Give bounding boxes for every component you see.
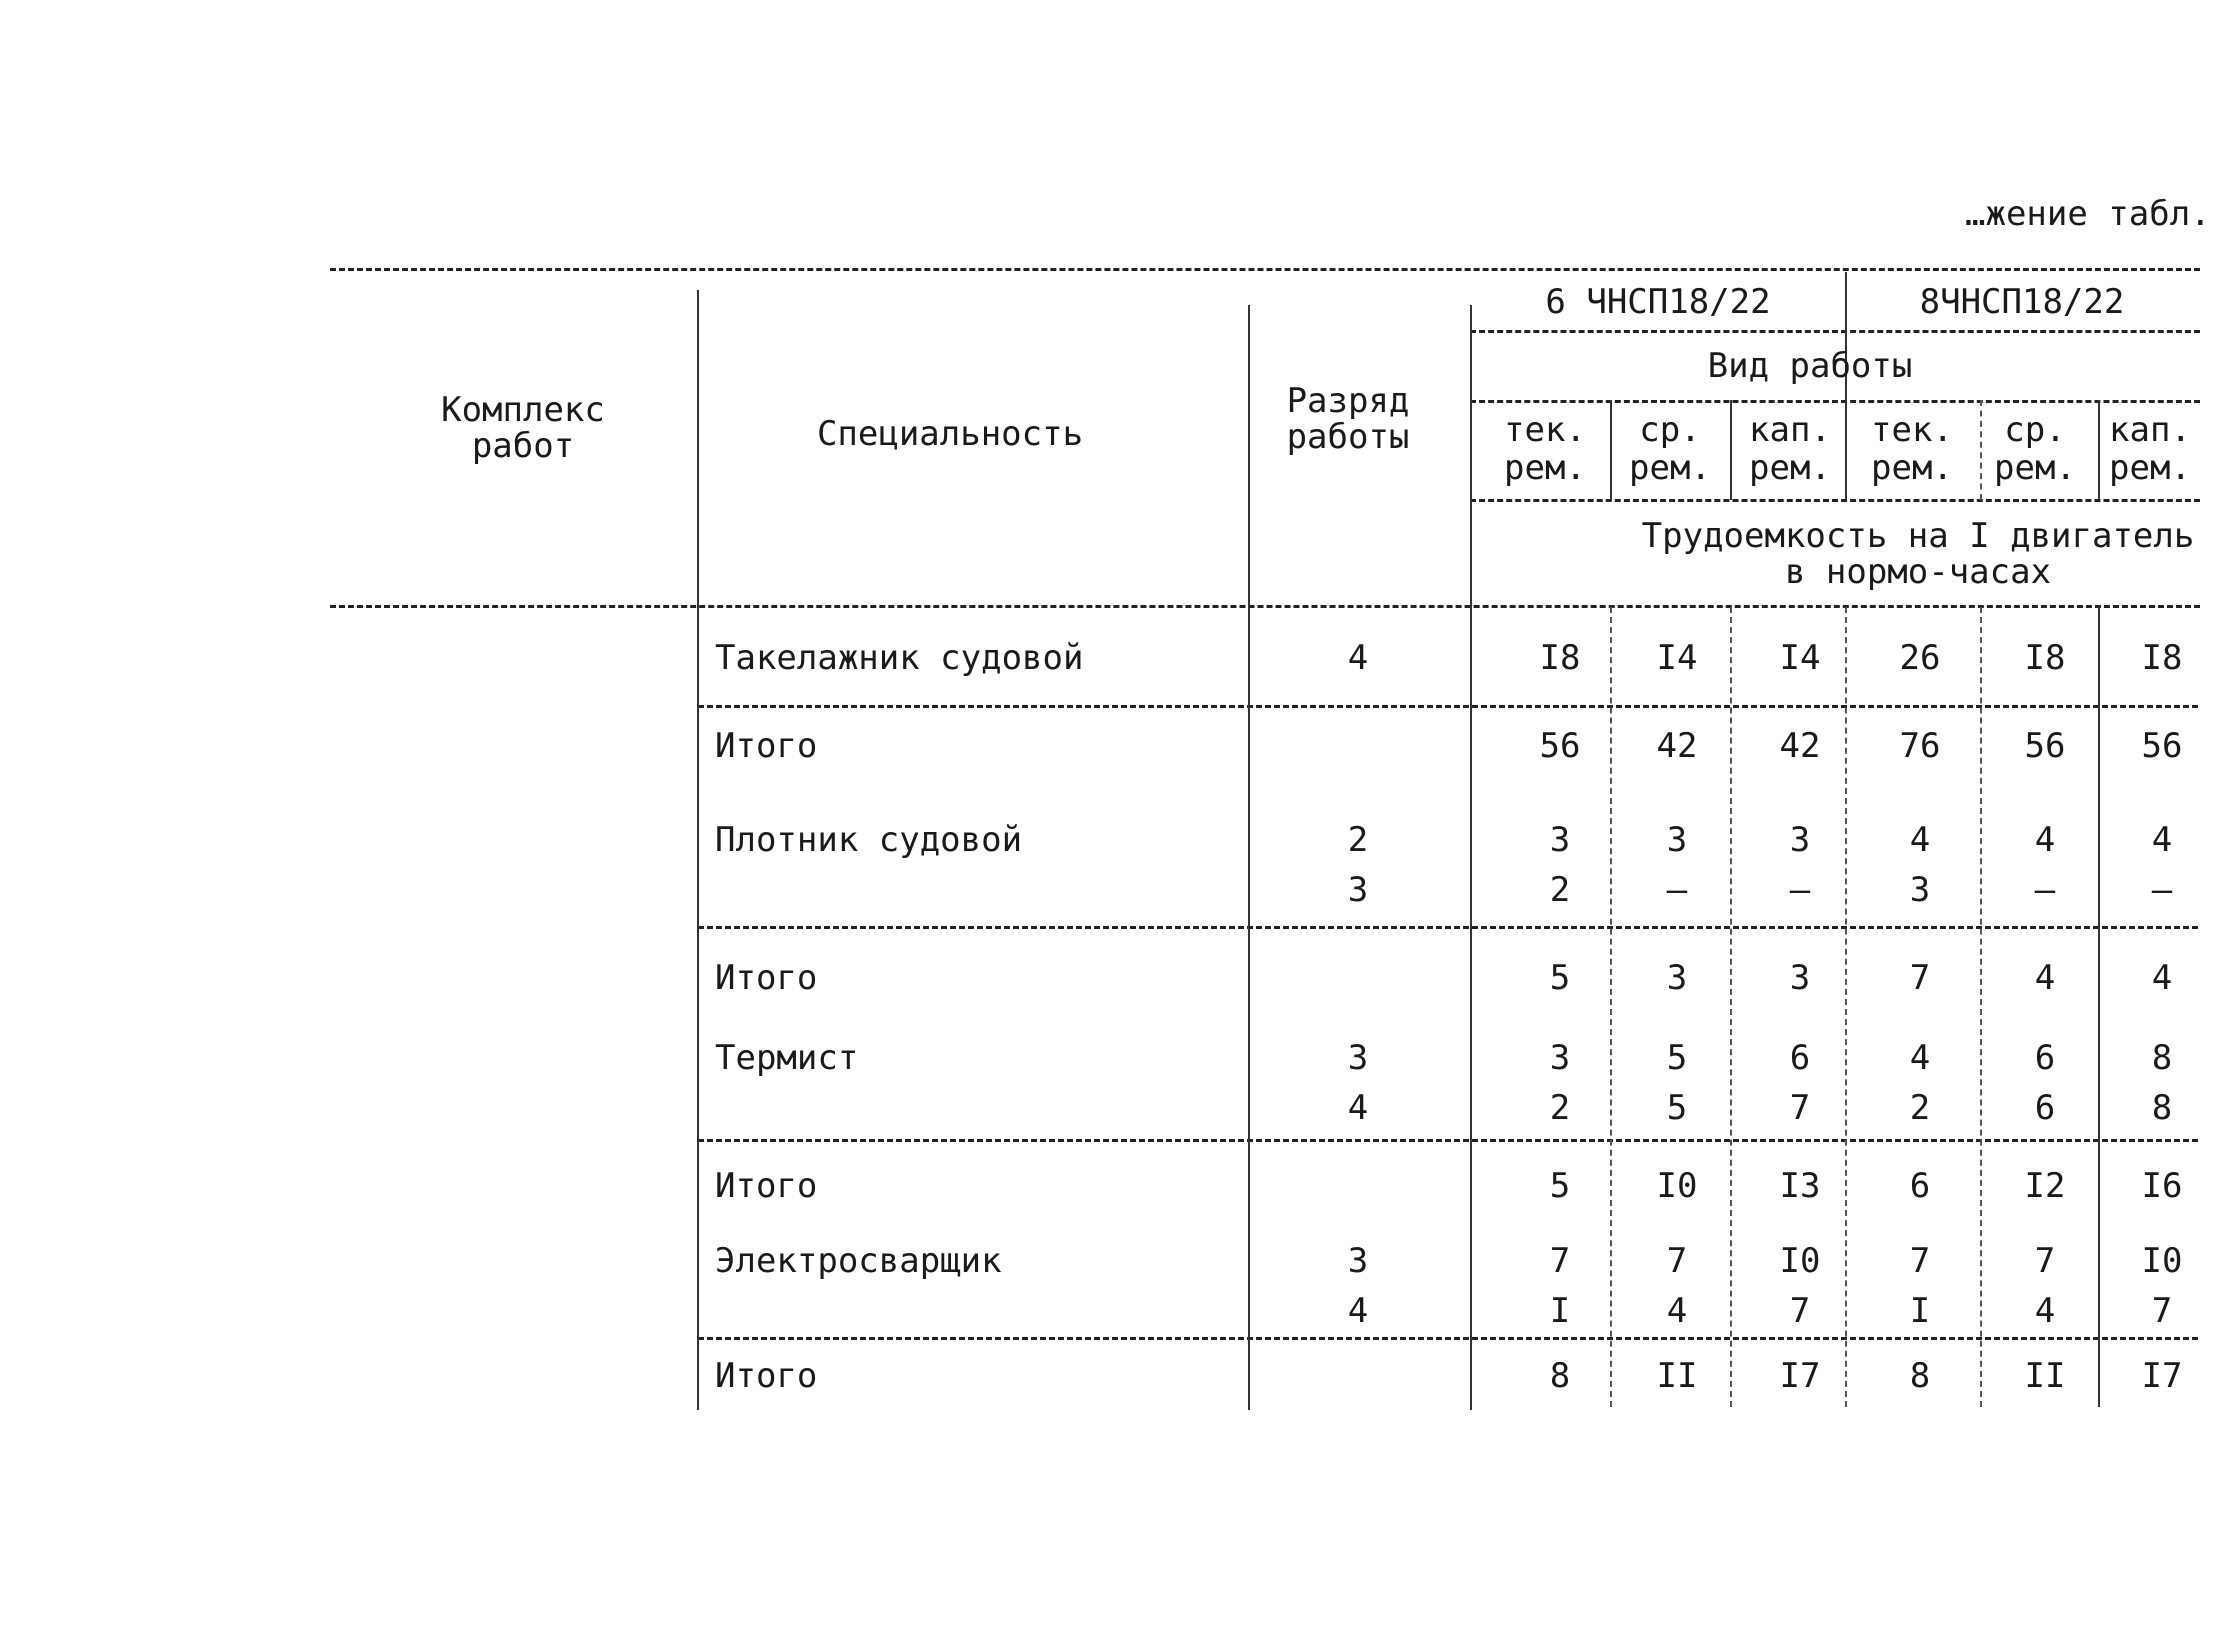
value-cell: I8 (2141, 638, 2183, 678)
subheader-e2-medium-1: ср. (2004, 410, 2066, 450)
col-rule-e1-3 (1730, 400, 1732, 500)
value-cell: 6 (2034, 1038, 2056, 1078)
value-cell: – (2151, 870, 2173, 910)
value-cell: 3 (1549, 1038, 1571, 1078)
header-engine-2: 8ЧНСП18/22 (1919, 282, 2125, 322)
subheader-e1-current-2: рем. (1504, 448, 1586, 488)
value-cell: 6 (1909, 1166, 1931, 1206)
subheader-e2-current-2: рем. (1871, 448, 1953, 488)
value-cell: 6 (1789, 1038, 1811, 1078)
value-cell: 4 (2151, 820, 2173, 860)
header-work-type: Вид работы (1707, 346, 1913, 386)
header-complex-line2: работ (471, 426, 575, 466)
value-cell: 5 (1666, 1088, 1688, 1128)
value-cell: 7 (1789, 1291, 1811, 1331)
col-rule-e2-3-body (2098, 607, 2100, 1407)
grade-cell: 2 (1347, 820, 1369, 860)
value-cell: 4 (2034, 958, 2056, 998)
table-caption: …жение табл. (1965, 194, 2211, 234)
value-cell: 4 (1909, 820, 1931, 860)
subheader-rule (1470, 499, 2200, 502)
subheader-e2-capital-1: кап. (2109, 410, 2191, 450)
grade-cell: 3 (1347, 1241, 1369, 1281)
row-rule-4 (698, 1337, 2198, 1340)
value-cell: II (1656, 1356, 1698, 1396)
value-cell: 4 (1666, 1291, 1688, 1331)
value-cell: 3 (1666, 958, 1688, 998)
value-cell: 3 (1909, 870, 1931, 910)
value-cell: II (2024, 1356, 2066, 1396)
subheader-e1-capital-2: рем. (1749, 448, 1831, 488)
value-cell: I4 (1656, 638, 1698, 678)
value-cell: 3 (1789, 958, 1811, 998)
value-cell: 3 (1549, 820, 1571, 860)
value-cell: 4 (2034, 820, 2056, 860)
speciality-cell: Плотник судовой (715, 820, 1023, 860)
value-cell: 42 (1656, 726, 1698, 766)
subheader-e1-medium-2: рем. (1629, 448, 1711, 488)
value-cell: I2 (2024, 1166, 2066, 1206)
value-cell: – (1666, 870, 1688, 910)
value-cell: 4 (2034, 1291, 2056, 1331)
value-cell: I (1909, 1291, 1931, 1331)
table-top-rule (330, 268, 2200, 271)
value-cell: I7 (1779, 1356, 1821, 1396)
value-cell: 7 (1909, 958, 1931, 998)
value-cell: 7 (1666, 1241, 1688, 1281)
speciality-cell: Такелажник судовой (715, 638, 1084, 678)
col-rule-grade (1248, 305, 1250, 1410)
value-cell: I3 (1779, 1166, 1821, 1206)
value-cell: I6 (2141, 1166, 2183, 1206)
value-cell: 5 (1666, 1038, 1688, 1078)
grade-cell: 4 (1347, 1088, 1369, 1128)
value-cell: 4 (1909, 1038, 1931, 1078)
value-cell: 6 (2034, 1088, 2056, 1128)
value-cell: I0 (1779, 1241, 1821, 1281)
value-cell: I7 (2141, 1356, 2183, 1396)
total-label: Итого (715, 958, 818, 998)
total-label: Итого (715, 1356, 818, 1396)
value-cell: 8 (1909, 1356, 1931, 1396)
row-rule-1 (698, 705, 2198, 708)
value-cell: I (1549, 1291, 1571, 1331)
subheader-e2-medium-2: рем. (1994, 448, 2076, 488)
value-cell: 8 (2151, 1038, 2173, 1078)
value-cell: 3 (1666, 820, 1688, 860)
value-cell: 56 (2141, 726, 2183, 766)
col-rule-e1-3-body (1730, 607, 1732, 1407)
grade-cell: 3 (1347, 870, 1369, 910)
value-cell: 5 (1549, 958, 1571, 998)
subheader-e2-current-1: тек. (1871, 410, 1953, 450)
col-rule-e2-3 (2098, 400, 2100, 500)
engine-group-rule (1470, 330, 2200, 333)
value-cell: 42 (1779, 726, 1821, 766)
value-cell: 8 (2151, 1088, 2173, 1128)
col-rule-e2-2 (1980, 400, 1982, 500)
value-cell: 7 (1789, 1088, 1811, 1128)
header-bottom-rule (330, 605, 2200, 608)
header-grade-line2: работы (1286, 417, 1410, 457)
subheader-e2-capital-2: рем. (2109, 448, 2191, 488)
grade-cell: 4 (1347, 1291, 1369, 1331)
col-rule-e2-2-body (1980, 607, 1982, 1407)
value-cell: 2 (1549, 870, 1571, 910)
subheader-e1-current-1: тек. (1504, 410, 1586, 450)
header-engine-1: 6 ЧНСП18/22 (1545, 282, 1771, 322)
header-speciality: Специальность (816, 414, 1084, 454)
work-type-rule (1470, 400, 2200, 403)
header-complex-line1: Комплекс (441, 390, 605, 430)
value-cell: – (2034, 870, 2056, 910)
value-cell: 3 (1789, 820, 1811, 860)
col-rule-e1-2-body (1610, 607, 1612, 1407)
subheader-e1-medium-1: ср. (1639, 410, 1701, 450)
value-cell: 8 (1549, 1356, 1571, 1396)
value-cell: I8 (2024, 638, 2066, 678)
subheader-e1-capital-1: кап. (1749, 410, 1831, 450)
value-cell: 76 (1899, 726, 1941, 766)
value-cell: – (1789, 870, 1811, 910)
total-label: Итого (715, 726, 818, 766)
value-cell: 7 (2151, 1291, 2173, 1331)
speciality-cell: Термист (715, 1038, 859, 1078)
value-cell: 4 (2151, 958, 2173, 998)
value-cell: 56 (1539, 726, 1581, 766)
row-rule-2 (698, 926, 2198, 929)
value-cell: 7 (1909, 1241, 1931, 1281)
col-rule-engine2 (1845, 272, 1847, 500)
value-cell: 2 (1549, 1088, 1571, 1128)
value-cell: 5 (1549, 1166, 1571, 1206)
value-cell: I4 (1779, 638, 1821, 678)
header-grade-line1: Разряд (1286, 381, 1410, 421)
value-cell: I0 (2141, 1241, 2183, 1281)
row-rule-3 (698, 1139, 2198, 1142)
value-cell: I8 (1539, 638, 1581, 678)
value-cell: 7 (2034, 1241, 2056, 1281)
value-cell: 26 (1899, 638, 1941, 678)
value-cell: 7 (1549, 1241, 1571, 1281)
value-cell: I0 (1656, 1166, 1698, 1206)
speciality-cell: Электросварщик (715, 1241, 1002, 1281)
header-labor-line2: в нормо-часах (1784, 552, 2052, 592)
col-rule-e1-2 (1610, 400, 1612, 500)
value-cell: 56 (2024, 726, 2066, 766)
grade-cell: 3 (1347, 1038, 1369, 1078)
total-label: Итого (715, 1166, 818, 1206)
value-cell: 2 (1909, 1088, 1931, 1128)
col-rule-values (1470, 305, 1472, 1410)
grade-cell: 4 (1347, 638, 1369, 678)
header-labor-line1: Трудоемкость на I двигатель (1641, 516, 2195, 556)
col-rule-engine2-body (1845, 607, 1847, 1407)
col-rule-speciality (697, 290, 699, 1410)
